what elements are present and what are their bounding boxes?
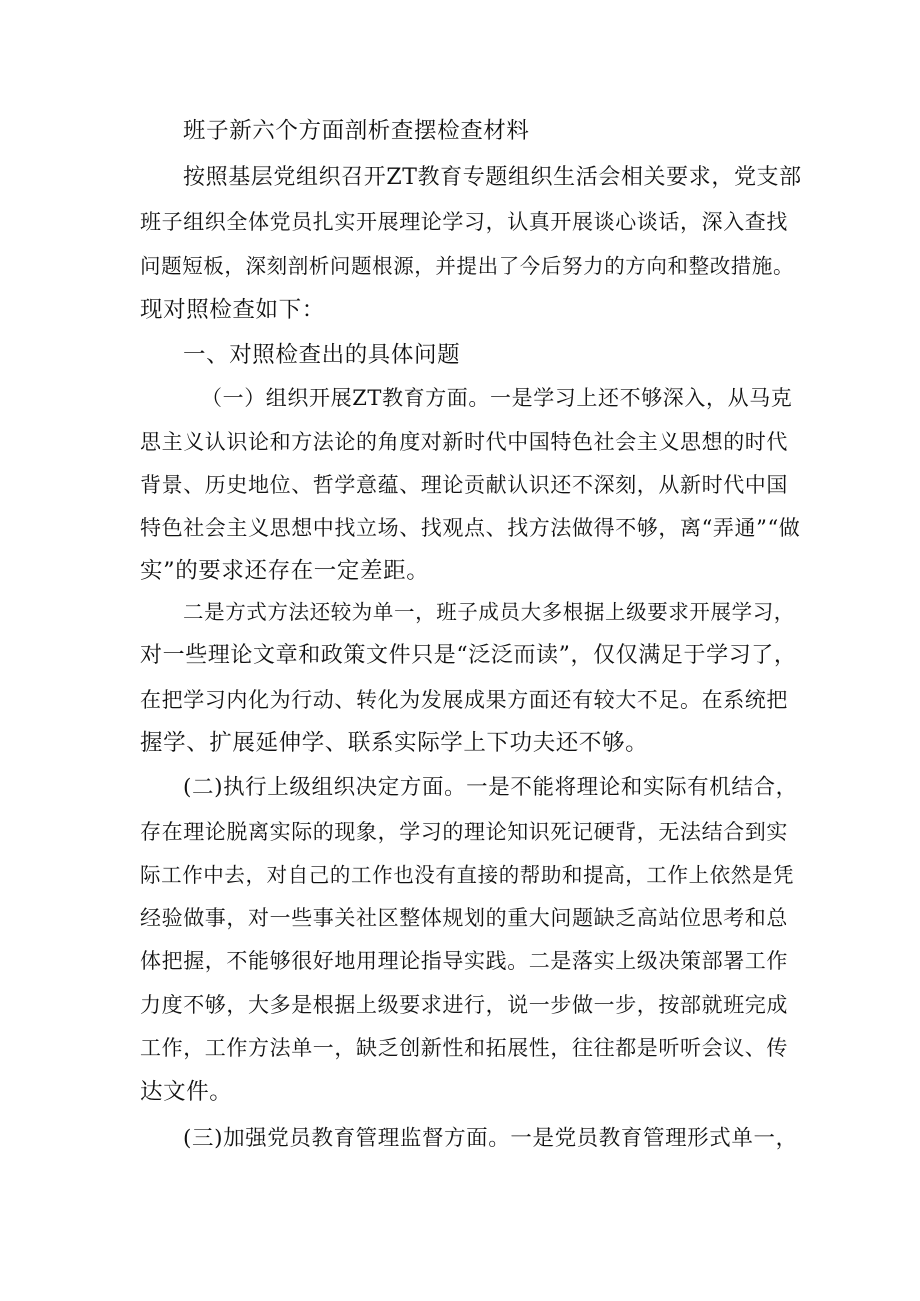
intro-line: 按照基层党组织召开ZT教育专题组织生活会相关要求，党支部	[183, 165, 802, 190]
section-heading: 一、对照检查出的具体问题	[183, 342, 461, 368]
para3-line: 经验做事，对一些事关社区整体规划的重大问题缺乏高站位思考和总	[140, 906, 788, 930]
intro-line: 班子组织全体党员扎实开展理论学习，认真开展谈心谈话，深入查找	[140, 210, 788, 234]
para3-line: 力度不够，大多是根据上级要求进行，说一步做一步，按部就班完成	[140, 993, 788, 1017]
para2-line: 二是方式方法还较为单一，班子成员大多根据上级要求开展学习，	[183, 600, 795, 624]
para1-line: 思主义认识论和方法论的角度对新时代中国特色社会主义思想的时代	[140, 430, 788, 454]
para4-line: (三)加强党员教育管理监督方面。一是党员教育管理形式单一，	[183, 1126, 798, 1151]
para3-line: 存在理论脱离实际的现象，学习的理论知识死记硬背，无法结合到实	[140, 820, 788, 844]
para2-line: 在把学习内化为行动、转化为发展成果方面还有较大不足。在系统把	[140, 688, 788, 712]
para1-line: 背景、历史地位、哲学意蕴、理论贡献认识还不深刻，从新时代中国	[140, 473, 788, 497]
para3-line: (二)执行上级组织决定方面。一是不能将理论和实际有机结合，	[183, 775, 798, 800]
intro-line: 问题短板，深刻剖析问题根源，并提出了今后努力的方向和整改措施。	[140, 254, 795, 278]
para1-line: （一）组织开展ZT教育方面。一是学习上还不够深入，从马克	[201, 386, 793, 410]
para3-line: 体把握，不能够很好地用理论指导实践。二是落实上级决策部署工作	[140, 949, 788, 973]
para1-line: 实”的要求还存在一定差距。	[140, 558, 430, 584]
para3-line: 达文件。	[140, 1079, 233, 1105]
para1-line: 特色社会主义思想中找立场、找观点、找方法做得不够，离“弄通”“做	[140, 516, 801, 540]
document-title: 班子新六个方面剖析查摆检查材料	[183, 118, 530, 144]
para3-line: 工作，工作方法单一，缺乏创新性和拓展性，往往都是听听会议、传	[140, 1036, 788, 1060]
para2-line: 对一些理论文章和政策文件只是“泛泛而读”，仅仅满足于学习了，	[140, 643, 797, 668]
para3-line: 际工作中去，对自己的工作也没有直接的帮助和提高，工作上依然是凭	[140, 863, 795, 887]
para2-line: 握学、扩展延伸学、联系实际学上下功夫还不够。	[140, 730, 649, 756]
intro-line: 现对照检查如下：	[140, 297, 325, 323]
